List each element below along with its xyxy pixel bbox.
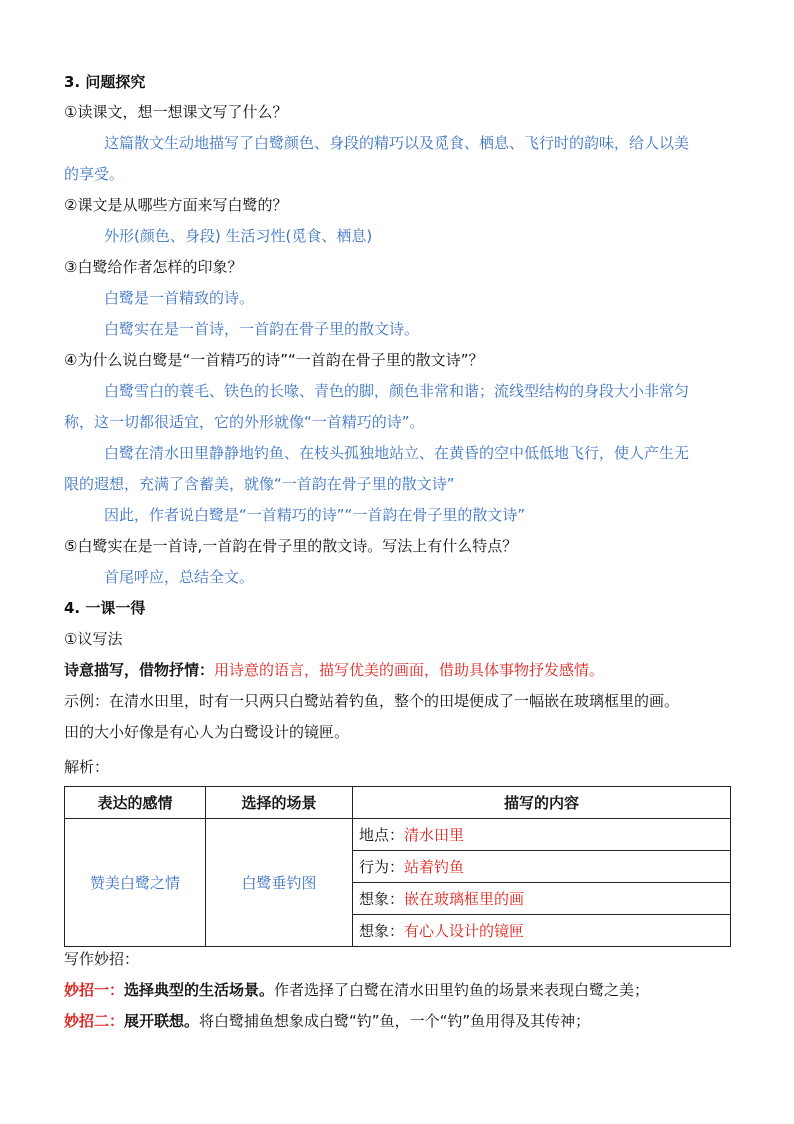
content-value: 嵌在玻璃框里的画 xyxy=(404,890,525,908)
analysis-label: 解析： xyxy=(64,758,110,776)
tip-2 xyxy=(64,1011,590,1031)
section4-heading: 4. 一课一得 xyxy=(64,599,146,617)
question-5: ⑤白鹭实在是一首诗,一首韵在骨子里的散文诗。写法上有什么特点？ xyxy=(64,537,518,555)
header-content: 描写的内容 xyxy=(353,787,731,819)
question-3: ③白鹭给作者怎样的印象？ xyxy=(64,258,243,276)
content-cell xyxy=(353,915,731,947)
content-label: 地点： xyxy=(359,826,405,844)
answer-4-p2-line-1: 白鹭在清水田里静静地钓鱼、在枝头孤独地站立、在黄昏的空中低低地飞行，使人产生无 xyxy=(104,444,690,462)
section4-subheading: ①议写法 xyxy=(64,630,123,648)
tip-2-label: 妙招二： xyxy=(64,1012,125,1030)
answer-3-line-1: 白鹭是一首精致的诗。 xyxy=(104,289,255,307)
scene-cell: 白鹭垂钓图 xyxy=(206,819,353,947)
tip-2-text: 将白鹭捕鱼想象成白鹭“钓”鱼，一个“钓”鱼用得及其传神； xyxy=(199,1012,591,1030)
answer-5: 首尾呼应，总结全文。 xyxy=(104,568,255,586)
example-line-2: 田的大小好像是有心人为白鹭设计的镜匣。 xyxy=(64,723,350,741)
tip-1-text: 作者选择了白鹭在清水田里钓鱼的场景来表现白鹭之美； xyxy=(274,981,650,999)
answer-4-p1-line-2: 称，这一切都很适宜，它的外形就像“一首精巧的诗”。 xyxy=(64,413,425,431)
answer-3-line-2: 白鹭实在是一首诗，一首韵在骨子里的散文诗。 xyxy=(104,320,420,338)
content-cell xyxy=(353,819,731,851)
content-value: 清水田里 xyxy=(404,826,465,844)
answer-4-p3: 因此，作者说白鹭是“一首精巧的诗”“一首韵在骨子里的散文诗” xyxy=(104,506,526,524)
content-label: 想象： xyxy=(359,890,405,908)
question-4: ④为什么说白鹭是“一首精巧的诗”“一首韵在骨子里的散文诗”？ xyxy=(64,351,484,369)
analysis-table xyxy=(64,786,731,947)
header-emotion: 表达的感情 xyxy=(65,787,206,819)
tips-label: 写作妙招： xyxy=(64,950,140,968)
example-line-1: 示例：在清水田里，时有一只两只白鹭站着钓鱼，整个的田堤便成了一幅嵌在玻璃框里的画。 xyxy=(64,692,680,710)
content-cell xyxy=(353,883,731,915)
question-1: ①读课文，想一想课文写了什么？ xyxy=(64,103,288,121)
tip-2-bold: 展开联想。 xyxy=(124,1012,200,1030)
method-line xyxy=(64,660,604,680)
section3-heading: 3. 问题探究 xyxy=(64,73,146,91)
header-scene: 选择的场景 xyxy=(206,787,353,819)
content-value: 站着钓鱼 xyxy=(404,858,465,876)
method-text: 用诗意的语言，描写优美的画面，借助具体事物抒发感情。 xyxy=(214,661,605,679)
content-cell xyxy=(353,851,731,883)
method-label: 诗意描写，借物抒情： xyxy=(64,661,215,679)
tip-1 xyxy=(64,980,649,1000)
content-value: 有心人设计的镜匣 xyxy=(404,922,525,940)
table-header-row xyxy=(65,787,731,819)
answer-4-p1-line-1: 白鹭雪白的蓑毛、铁色的长喙、青色的脚，颜色非常和谐；流线型结构的身段大小非常匀 xyxy=(104,382,690,400)
answer-1-line-1: 这篇散文生动地描写了白鹭颜色、身段的精巧以及觅食、栖息、飞行时的韵味，给人以美 xyxy=(104,134,690,152)
answer-4-p2-line-2: 限的遐想，充满了含蓄美，就像“一首韵在骨子里的散文诗” xyxy=(64,475,455,493)
content-label: 行为： xyxy=(359,858,405,876)
answer-2: 外形(颜色、身段) 生活习性(觅食、栖息) xyxy=(104,227,373,245)
answer-1-line-2: 的享受。 xyxy=(64,165,125,183)
question-2: ②课文是从哪些方面来写白鹭的？ xyxy=(64,196,288,214)
tip-1-label: 妙招一： xyxy=(64,981,125,999)
table-row xyxy=(65,819,731,851)
emotion-cell: 赞美白鹭之情 xyxy=(65,819,206,947)
tip-1-bold: 选择典型的生活场景。 xyxy=(124,981,275,999)
content-label: 想象： xyxy=(359,922,405,940)
